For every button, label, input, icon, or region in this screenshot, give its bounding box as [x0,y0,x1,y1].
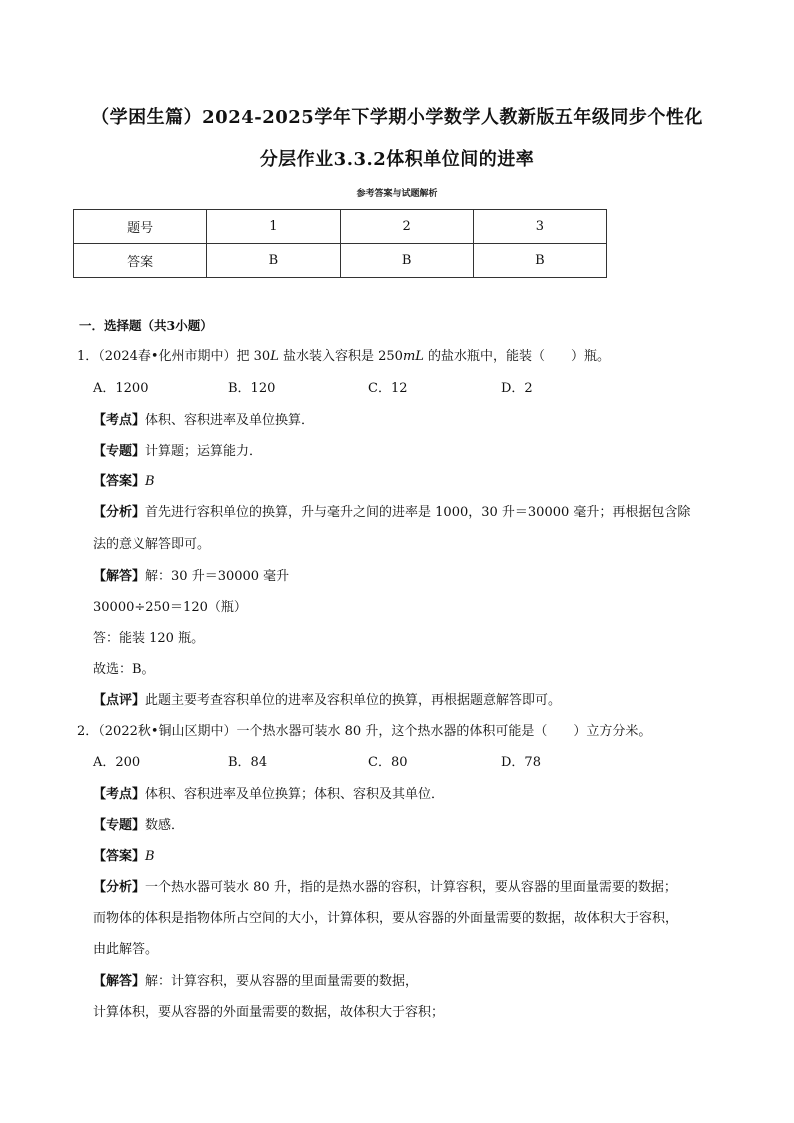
table-cell: B [207,244,340,278]
stem-text: （2024春•化州市期中）把 30 [98,349,271,364]
option-a: A．1200 [93,381,149,396]
option-c: C．12 [368,381,408,396]
fenxi-label: 【分析】 [93,880,146,895]
q2-fenxi-cont: 而物体的体积是指物体所占空间的大小，计算体积，要从容器的外面量需要的数据，故体积大于容积， [93,911,679,926]
q2-zhuanti [93,818,184,834]
jieda-label: 【解答】 [93,974,146,989]
answer-table [73,209,607,278]
question-number: 2． [77,724,99,739]
option-b: B．84 [228,755,268,770]
option-c: C．80 [368,755,408,770]
table-cell: B [473,244,606,278]
table-cell: 2 [340,210,473,244]
answer-value: B [145,849,155,864]
question-number: 1． [77,349,99,364]
q1-jieda-line3: 答：能装 120 瓶。 [93,631,205,646]
q2-jieda-line2: 计算体积，要从容器的外面量需要的数据，故体积大于容积； [93,1005,445,1020]
q2-jieda [93,974,418,990]
question-1-stem [77,349,610,365]
q1-jieda [93,569,289,585]
fenxi-text: 一个热水器可装水 80 升，指的是热水器的容积，计算容积，要从容器的里面量需要的数据； [145,880,677,895]
q1-kaodian [93,413,314,429]
option-d: D．2 [501,381,533,396]
zhuanti-text: 计算题；运算能力． [145,444,263,459]
table-cell: 3 [473,210,606,244]
option-d: D．78 [501,755,541,770]
table-cell: 答案 [74,244,207,278]
kaodian-text: 体积、容积进率及单位换算． [145,413,315,428]
zhuanti-label: 【专题】 [93,818,146,833]
dianping-label: 【点评】 [93,693,146,708]
table-cell: 1 [207,210,340,244]
q2-fenxi [93,880,677,896]
stem-text: 盐水装入容积是 250 [278,349,403,364]
q1-fenxi-cont: 法的意义解答即可。 [93,537,211,552]
option-b: B．120 [228,381,276,396]
jieda-label: 【解答】 [93,569,146,584]
stem-text: 的盐水瓶中，能装（ ）瓶。 [423,349,611,364]
jieda-text: 解：计算容积，要从容器的里面量需要的数据， [145,974,419,989]
fenxi-text: 首先进行容积单位的换算，升与毫升之间的进率是 1000，30 升＝30000 毫升；再根据包含除 [145,505,691,520]
jieda-text: 解：30 升＝30000 毫升 [145,569,290,584]
q2-answer [93,849,155,865]
q2-kaodian [93,787,444,803]
kaodian-text: 体积、容积进率及单位换算；体积、容积及其单位． [145,787,445,802]
section-title: 一．选择题（共3小题） [79,318,213,333]
q1-fenxi [93,505,690,521]
answer-value: B [145,474,155,489]
fenxi-label: 【分析】 [93,505,146,520]
zhuanti-label: 【专题】 [93,444,146,459]
question-2-stem [77,724,651,740]
table-cell: B [340,244,473,278]
unit-liter: L [270,349,279,364]
q1-guxuan: 故选：B。 [93,662,155,677]
document-title-line1: （学困生篇）2024-2025学年下学期小学数学人教新版五年级同步个性化 [91,107,703,128]
answer-table-answer-row [74,244,607,278]
answer-subtitle: 参考答案与试题解析 [356,189,438,199]
q2-fenxi-cont2: 由此解答。 [93,942,159,957]
answer-table-header-row [74,210,607,244]
zhuanti-text: 数感． [145,818,185,833]
option-a: A．200 [93,755,141,770]
document-title-line2: 分层作业3.3.2体积单位间的进率 [259,149,535,170]
answer-label: 【答案】 [93,474,146,489]
stem-text: （2022秋•铜山区期中）一个热水器可装水 80 升，这个热水器的体积可能是（ ）立方分米。 [98,724,652,739]
q1-zhuanti [93,444,262,460]
q1-answer [93,474,155,490]
dianping-text: 此题主要考查容积单位的进率及容积单位的换算，再根据题意解答即可。 [145,693,562,708]
kaodian-label: 【考点】 [93,413,146,428]
q1-jieda-line2: 30000÷250＝120（瓶） [93,600,247,615]
table-cell: 题号 [74,210,207,244]
kaodian-label: 【考点】 [93,787,146,802]
unit-milliliter: mL [402,349,424,364]
answer-label: 【答案】 [93,849,146,864]
q1-dianping [93,693,561,709]
